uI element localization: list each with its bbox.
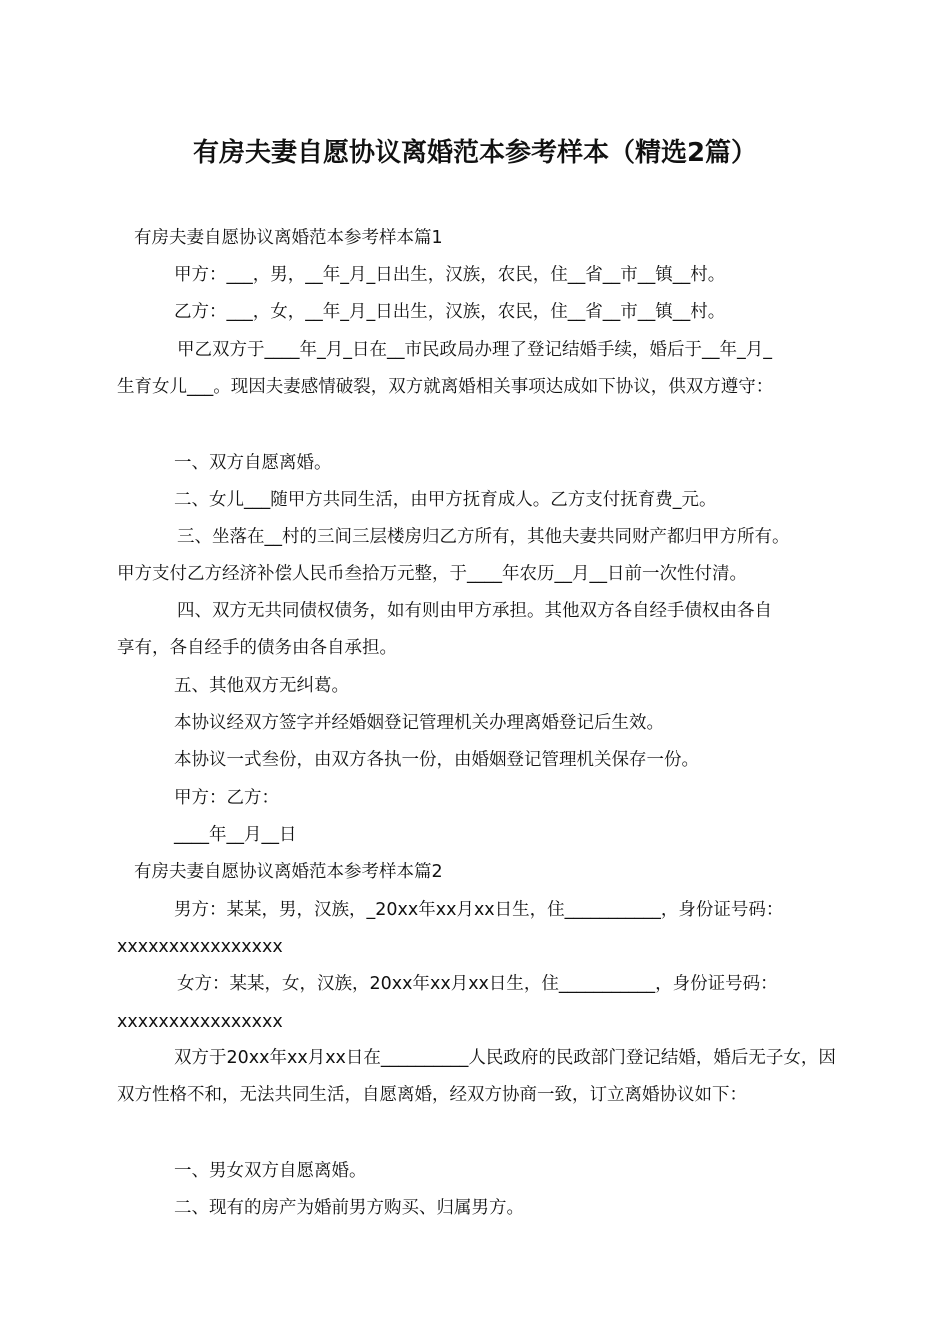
clause-1: 一、双方自愿离婚。 [174,453,332,473]
woman-line-1: 女方：某某，女，汉族，20xx年xx月xx日生，住___________，身份证号码： [177,974,778,994]
intro-line-1: 甲乙双方于____年_月_日在__市民政局办理了登记结婚手续，婚后于__年_月_ [177,340,772,360]
part2-clause-1: 一、男女双方自愿离婚。 [174,1161,367,1181]
effect-clause: 本协议经双方签字并经婚姻登记管理机关办理离婚登记后生效。 [174,713,664,733]
section-heading-1: 有房夫妻自愿协议离婚范本参考样本篇1 [134,228,443,248]
clause-3-line-1: 三、坐落在__村的三间三层楼房归乙方所有，其他夫妻共同财产都归甲方所有。 [177,527,790,547]
clause-3-line-2: 甲方支付乙方经济补偿人民币叁拾万元整，于____年农历__月__日前一次性付清。 [117,564,747,584]
date-line: ____年__月__日 [174,825,297,845]
party-a-line: 甲方：___，男，__年_月_日出生，汉族，农民，住__省__市__镇__村。 [174,265,726,285]
part2-intro-paragraph: 双方于20xx年xx月xx日在__________人民政府的民政部门登记结婚，婚后无子女，因双方性格不和，无法共同生活，自愿离婚，经双方协商一致，订立离婚协议如下： [117,1048,836,1105]
clause-2: 二、女儿___随甲方共同生活，由甲方抚育成人。乙方支付抚育费_元。 [174,490,717,510]
clause-4-line-2: 享有，各自经手的债务由各自承担。 [117,638,397,658]
clause-5: 五、其他双方无纠葛。 [174,676,349,696]
intro-line-2: 生育女儿___。现因夫妻感情破裂，双方就离婚相关事项达成如下协议，供双方遵守： [117,377,774,397]
man-line-1: 男方：某某，男，汉族，_20xx年xx月xx日生，住___________，身份证号码： [174,900,784,920]
clause-4-line-1: 四、双方无共同债权债务，如有则由甲方承担。其他双方各自经手债权由各自 [177,601,772,621]
man-line-2: xxxxxxxxxxxxxxxx [117,937,283,957]
party-b-line: 乙方：___，女，__年_月_日出生，汉族，农民，住__省__市__镇__村。 [174,302,726,322]
section-heading-2: 有房夫妻自愿协议离婚范本参考样本篇2 [134,862,443,882]
woman-line-2: xxxxxxxxxxxxxxxx [117,1012,283,1032]
signature-line: 甲方：乙方： [174,788,279,808]
document-title: 有房夫妻自愿协议离婚范本参考样本（精选2篇） [192,138,758,168]
part2-clause-2: 二、现有的房产为婚前男方购买、归属男方。 [174,1198,524,1218]
copies-clause: 本协议一式叁份，由双方各执一份，由婚姻登记管理机关保存一份。 [174,750,699,770]
